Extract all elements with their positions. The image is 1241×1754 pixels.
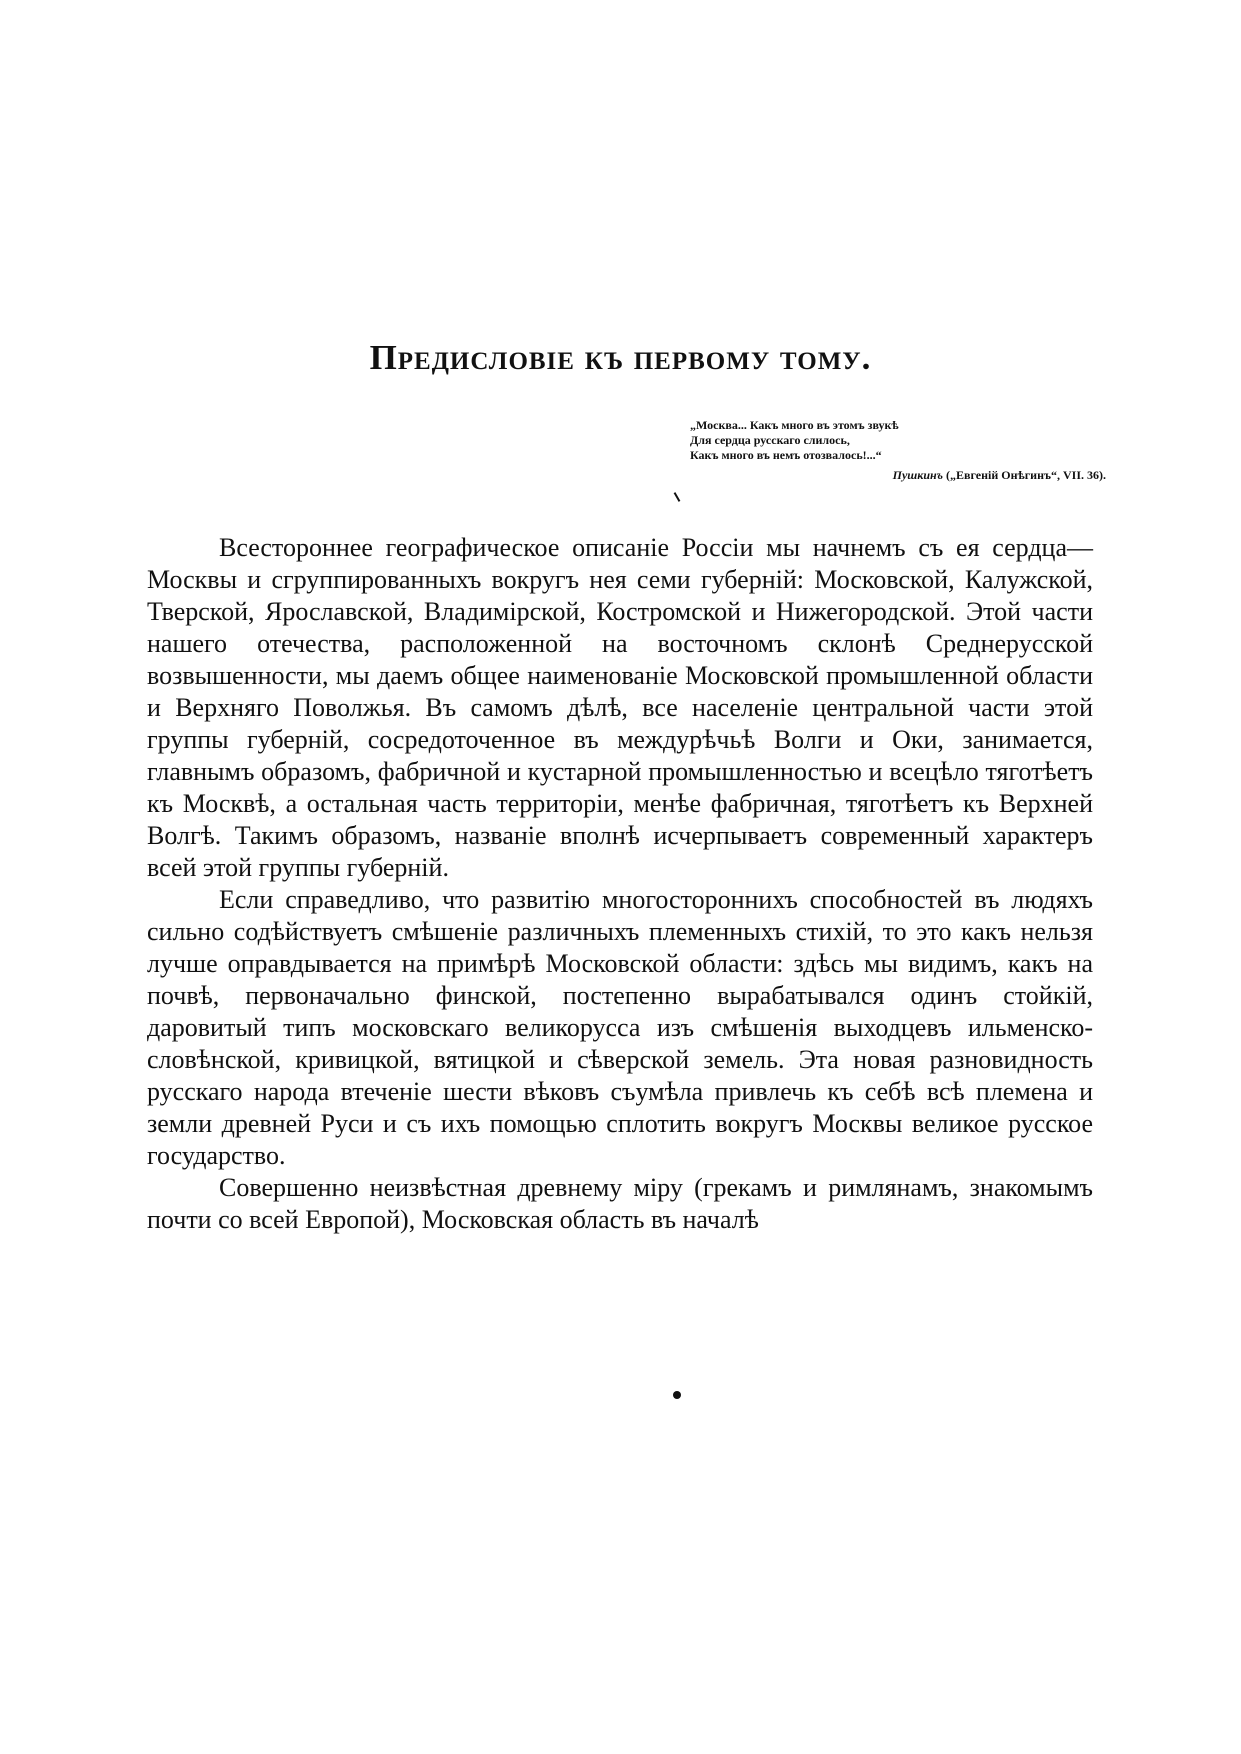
- body-text: [147, 532, 1093, 1236]
- epigraph-line: Какъ много въ немъ отозвалось!...“: [690, 448, 882, 462]
- epigraph-attribution: [690, 468, 1110, 483]
- epigraph-author: Пушкинъ: [892, 468, 944, 482]
- stray-mark: [674, 492, 681, 502]
- epigraph: [690, 418, 1110, 483]
- chapter-title: Предисловіе къ первому тому.: [369, 338, 872, 377]
- epigraph-line: Для сердца русскаго слилось,: [690, 433, 850, 447]
- ink-dot: [673, 1391, 681, 1399]
- paragraph: Всестороннее географическое описаніе Россіи мы начнемъ съ ея сердца—Москвы и сгруппированныхъ вокругъ нея семи губерній: Московской, Калужской, Тверской, Ярославской, Владимірской, Костромской и Нижегородской. Этой части нашего отечества, расположенной на восточномъ склонѣ Среднерусской возвышенности, мы даемъ общее наименованіе Московской промышленной области и Верхняго Поволжья. Въ самомъ дѣлѣ, все населеніе центральной части этой группы губерній, сосредоточенное въ междурѣчьѣ Волги и Оки, занимается, главнымъ образомъ, фабричной и кустарной промышленностью и всецѣло тяготѣетъ къ Москвѣ, а остальная часть территоріи, менѣе фабричная, тяготѣетъ къ Верхней Волгѣ. Такимъ образомъ, названіе вполнѣ исчерпываетъ современный характеръ всей этой группы губерній.: [147, 533, 1093, 882]
- epigraph-source: („Евгеній Онѣгинъ“, VII. 36).: [946, 468, 1106, 482]
- paragraph: Если справедливо, что развитію многостороннихъ способностей въ людяхъ сильно содѣйствуетъ смѣшеніе различныхъ племенныхъ стихій, то это какъ нельзя лучше оправдывается на примѣрѣ Московской области: здѣсь мы видимъ, какъ на почвѣ, первоначально финской, постепенно вырабатывался одинъ стойкій, даровитый типъ московскаго великорусса изъ смѣшенія выходцевъ ильменско-словѣнской, кривицкой, вятицкой и сѣверской земель. Эта новая разновидность русскаго народа втеченіе шести вѣковъ съумѣла привлечь къ себѣ всѣ племена и земли древней Руси и съ ихъ помощью сплотить вокругъ Москвы великое русское государство.: [147, 885, 1093, 1170]
- epigraph-line: „Москва... Какъ много въ этомъ звукѣ: [690, 418, 899, 432]
- paragraph: Совершенно неизвѣстная древнему міру (грекамъ и римлянамъ, знакомымъ почти со всей Европой), Московская область въ началѣ: [147, 1173, 1093, 1234]
